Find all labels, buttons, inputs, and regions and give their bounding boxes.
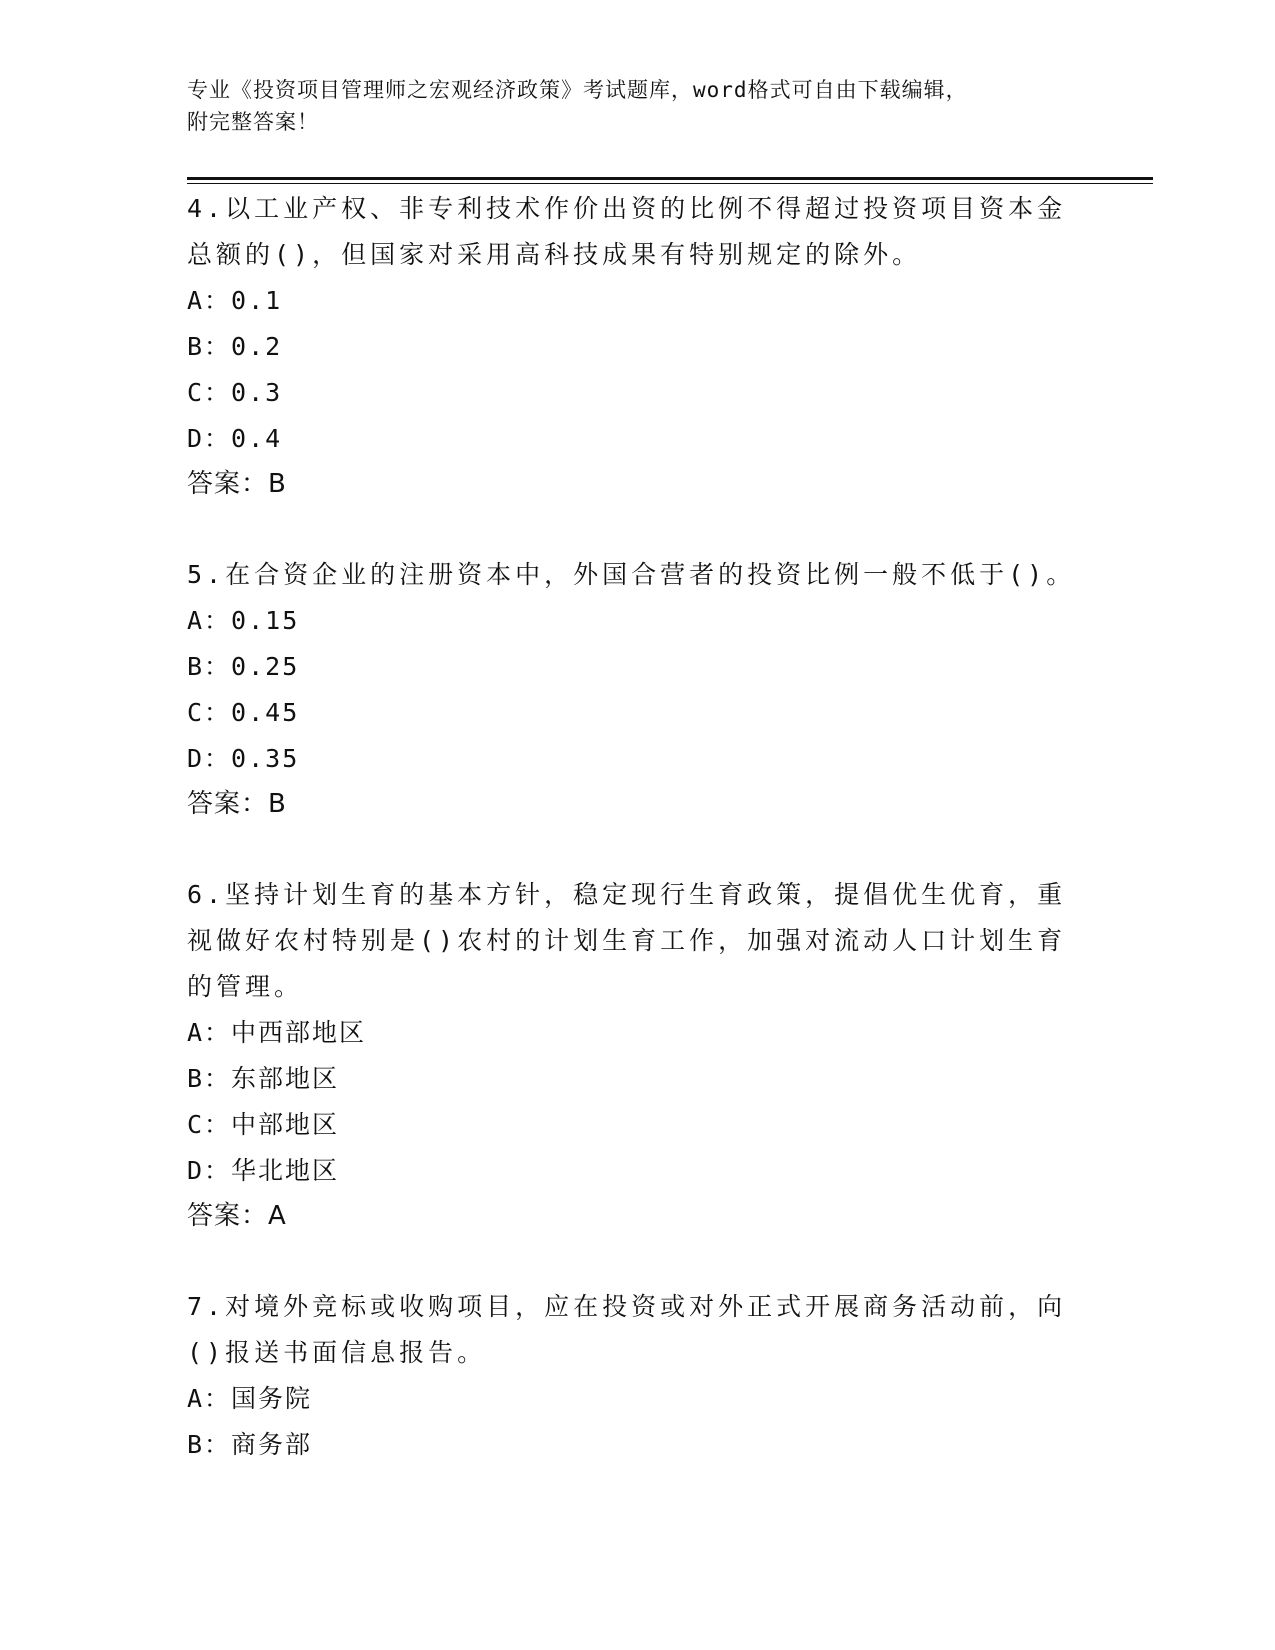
answer-line: 答案：A bbox=[187, 1201, 287, 1231]
document-header bbox=[187, 74, 1067, 138]
question-7 bbox=[187, 1284, 1087, 1468]
question-stem-line: 6.坚持计划生育的基本方针，稳定现行生育政策，提倡优生优育，重 bbox=[187, 880, 1067, 909]
question-stem-line: 4.以工业产权、非专利技术作价出资的比例不得超过投资项目资本金 bbox=[187, 194, 1067, 223]
option-b: B：东部地区 bbox=[187, 1064, 340, 1093]
option-d: D：华北地区 bbox=[187, 1156, 340, 1185]
question-stem-line: ()报送书面信息报告。 bbox=[187, 1338, 487, 1367]
question-4 bbox=[187, 186, 1087, 506]
question-stem-line: 的管理。 bbox=[187, 972, 304, 1001]
question-stem-line: 7.对境外竞标或收购项目，应在投资或对外正式开展商务活动前，向 bbox=[187, 1292, 1067, 1321]
option-d: D：0.35 bbox=[187, 744, 300, 773]
option-b: B：商务部 bbox=[187, 1430, 313, 1459]
question-stem-line: 5.在合资企业的注册资本中，外国合营者的投资比例一般不低于()。 bbox=[187, 560, 1076, 589]
question-list bbox=[187, 186, 1087, 1514]
header-rule-thick bbox=[187, 177, 1153, 180]
question-6 bbox=[187, 872, 1087, 1238]
question-5 bbox=[187, 552, 1087, 826]
header-line-1: 专业《投资项目管理师之宏观经济政策》考试题库，word格式可自由下载编辑， bbox=[187, 78, 968, 102]
header-rule-thin bbox=[187, 183, 1153, 184]
option-c: C：中部地区 bbox=[187, 1110, 340, 1139]
header-line-2: 附完整答案！ bbox=[187, 110, 319, 134]
answer-line: 答案：B bbox=[187, 789, 287, 819]
question-stem-line: 总额的()，但国家对采用高科技成果有特别规定的除外。 bbox=[187, 240, 922, 269]
option-d: D：0.4 bbox=[187, 424, 283, 453]
option-c: C：0.3 bbox=[187, 378, 283, 407]
answer-line: 答案：B bbox=[187, 469, 287, 499]
option-b: B：0.25 bbox=[187, 652, 300, 681]
option-b: B：0.2 bbox=[187, 332, 283, 361]
option-a: A：中西部地区 bbox=[187, 1018, 367, 1047]
question-stem-line: 视做好农村特别是()农村的计划生育工作，加强对流动人口计划生育 bbox=[187, 926, 1067, 955]
option-a: A：国务院 bbox=[187, 1384, 313, 1413]
option-c: C：0.45 bbox=[187, 698, 300, 727]
option-a: A：0.15 bbox=[187, 606, 300, 635]
option-a: A：0.1 bbox=[187, 286, 283, 315]
